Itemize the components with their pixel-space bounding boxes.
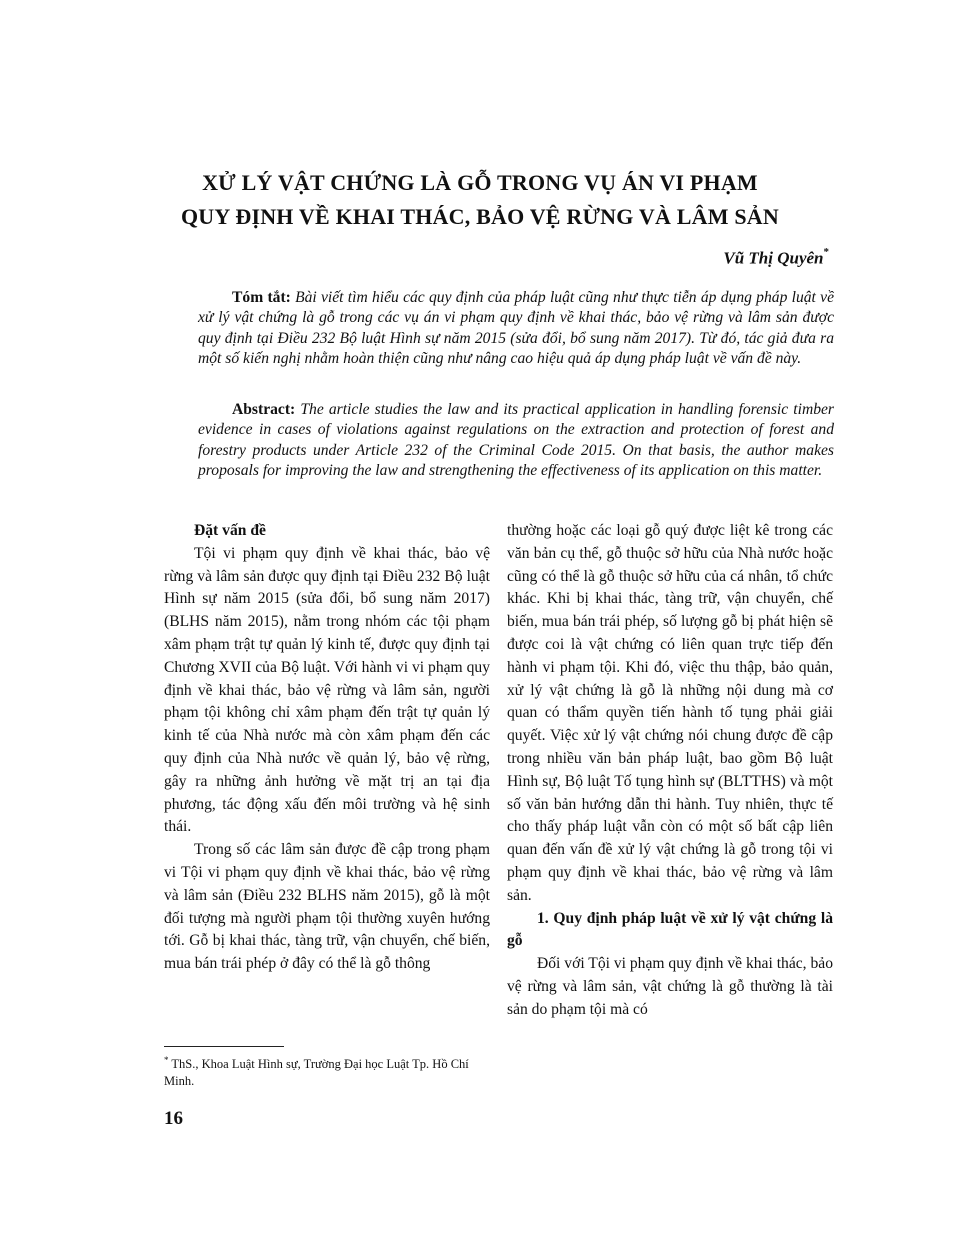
body-paragraph: Đối với Tội vi phạm quy định về khai thác, bảo vệ rừng và lâm sản, vật chứng là gỗ thường là tài sản do phạm tội mà có: [507, 955, 833, 1018]
footnote-mark: *: [164, 1055, 169, 1065]
author-byline: [723, 248, 829, 269]
title-line-2: QUY ĐỊNH VỀ KHAI THÁC, BẢO VỆ RỪNG VÀ LÂM SẢN: [181, 204, 779, 229]
body-paragraph-continued: thường hoặc các loại gỗ quý được liệt kê trong các văn bản cụ thể, gỗ thuộc sở hữu của Nhà nước hoặc cũng có thể là gỗ thuộc sở hữu của cá nhân, tổ chức khác. Khi bị khai thác, tàng trữ, vận chuyển, chế biến, mua bán trái phép, số lượng gỗ bị phát hiện sẽ được coi là vật chứng có liên quan trực tiếp đến hành vi phạm tội. Khi đó, việc thu thập, bảo quản, xử lý vật chứng là gỗ là những nội dung mà cơ quan có thẩm quyền tiến hành tố tụng phải giải quyết. Việc xử lý vật chứng nói chung được đề cập trong nhiều văn bản pháp luật, bao gồm Bộ luật Hình sự, Bộ luật Tố tụng hình sự (BLTTHS) và một số văn bản hướng dẫn thi hành. Tuy nhiên, thực tế cho thấy pháp luật vẫn còn có một số bất cập liên quan đến vấn đề xử lý vật chứng là gỗ trong tội vi phạm quy định về khai thác, bảo vệ rừng và lâm sản.: [507, 522, 833, 904]
title-line-1: XỬ LÝ VẬT CHỨNG LÀ GỖ TRONG VỤ ÁN VI PHẠM: [202, 170, 758, 195]
vi-abstract-label: Tóm tắt:: [232, 289, 291, 306]
body-paragraph: Trong số các lâm sản được đề cập trong phạm vi Tội vi phạm quy định về khai thác, bảo vệ rừng và lâm sản (Điều 232 BLHS năm 2015), gỗ là một đối tượng mà người phạm tội thường xuyên hướng tới. Gỗ bị khai thác, tàng trữ, vận chuyển, chế biến, mua bán trái phép ở đây có thể là gỗ thông: [164, 841, 490, 973]
section-heading-introduction: Đặt vấn đề: [194, 522, 266, 539]
vi-abstract-text: Bài viết tìm hiểu các quy định của pháp luật cũng như thực tiễn áp dụng pháp luật về xử lý vật chứng là gỗ trong các vụ án vi phạm quy định về khai thác, bảo vệ rừng và lâm sản được quy định tại Điều 232 Bộ luật Hình sự năm 2015 (sửa đổi, bổ sung năm 2017). Từ đó, tác giả đưa ra một số kiến nghị nhằm hoàn thiện cũng như nâng cao hiệu quả áp dụng pháp luật về vấn đề này.: [198, 289, 834, 367]
left-column: [164, 520, 490, 976]
right-column: [507, 520, 833, 1022]
author-name: Vũ Thị Quyên: [723, 248, 824, 268]
en-abstract-text: The article studies the law and its practical application in handling forensic timber evidence in cases of violations against regulations on the extraction and protection of forest and forestry products under Article 232 of the Criminal Code 2015. On that basis, the author makes proposals for improving the law and strengthening the effectiveness of its application on this matter.: [198, 401, 834, 479]
page-number: 16: [164, 1108, 183, 1129]
english-abstract: [198, 400, 834, 481]
en-abstract-label: Abstract:: [232, 401, 296, 418]
author-footnote-mark: *: [823, 246, 829, 258]
section-heading-1: 1. Quy định pháp luật về xử lý vật chứng là gỗ: [507, 909, 833, 950]
article-title: [150, 166, 810, 234]
footnote: [164, 1052, 494, 1090]
footnote-divider: [164, 1046, 284, 1047]
footnote-text: ThS., Khoa Luật Hình sự, Trường Đại học Luật Tp. Hồ Chí Minh.: [164, 1057, 469, 1089]
body-paragraph: Tội vi phạm quy định về khai thác, bảo vệ rừng và lâm sản được quy định tại Điều 232 Bộ luật Hình sự năm 2015 (sửa đổi, bổ sung năm 2017) (BLHS năm 2015), nằm trong nhóm các tội phạm xâm phạm trật tự quản lý kinh tế, được quy định tại Chương XVII của Bộ luật. Với hành vi vi phạm quy định về khai thác, bảo vệ rừng và lâm sản, người phạm tội không chỉ xâm phạm đến trật tự quản lý kinh tế của Nhà nước mà còn xâm phạm đến các quy định của Nhà nước về quản lý, bảo vệ rừng, gây ra những ảnh hưởng về mặt trị an tại địa phương, tác động xấu đến môi trường và hệ sinh thái.: [164, 544, 490, 836]
vietnamese-abstract: [198, 288, 834, 369]
